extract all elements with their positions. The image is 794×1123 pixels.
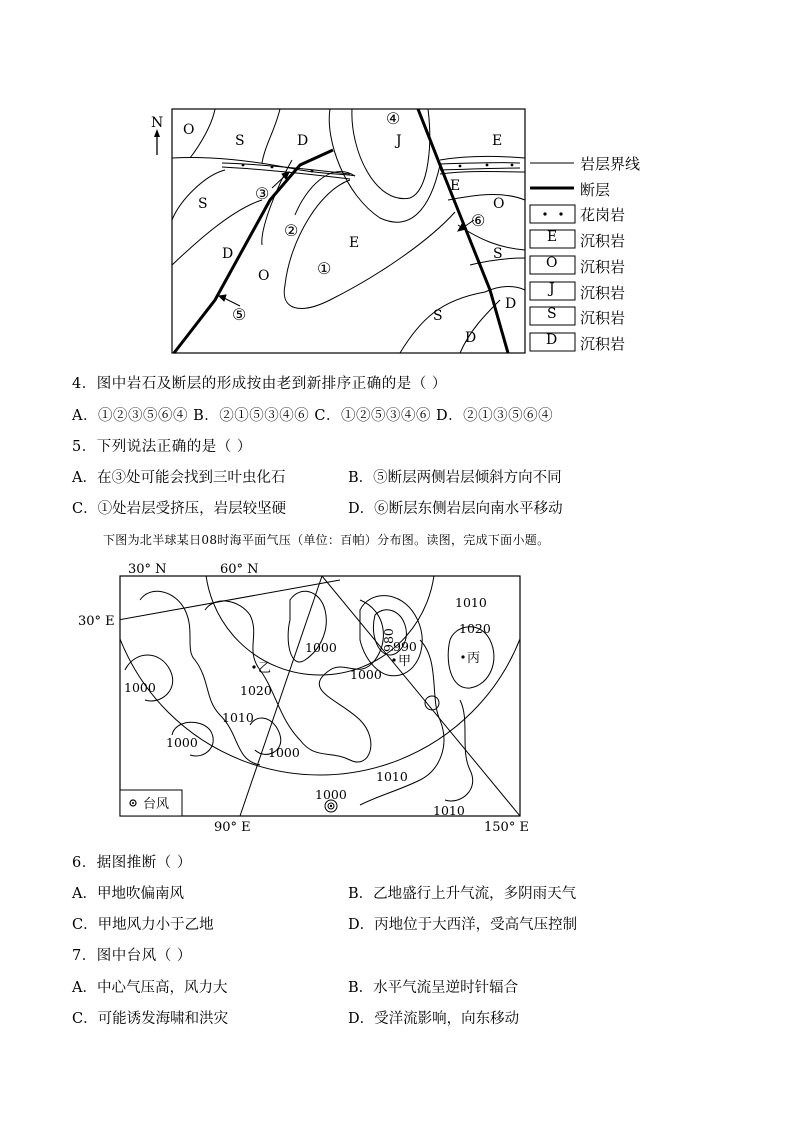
- isobar-label: 1000: [315, 787, 347, 802]
- legend-sym-O: O: [546, 255, 558, 271]
- isobar-label: 980: [381, 628, 396, 652]
- rock-D-3: D: [505, 296, 517, 312]
- question-5-option-b: B．⑤断层两侧岩层倾斜方向不同: [348, 470, 562, 486]
- rock-S-1: S: [235, 133, 245, 149]
- legend-sym-D: D: [546, 332, 558, 348]
- question-5-option-c: C．①处岩层受挤压，岩层较坚硬: [72, 501, 287, 517]
- question-4-stem: 4．图中岩石及断层的形成按由老到新排序正确的是（ ）: [72, 376, 447, 392]
- lat-30n: 30° N: [128, 562, 167, 577]
- rock-D-2: D: [222, 246, 234, 262]
- label-3: ③: [255, 184, 270, 203]
- legend-label-granite: 花岗岩: [580, 206, 626, 224]
- label-4: ④: [386, 109, 401, 128]
- isobar-label: 1010: [376, 769, 408, 784]
- legend-sym-S: S: [547, 306, 557, 322]
- question-7-stem: 7．图中台风（ ）: [72, 948, 192, 964]
- geology-map: [140, 100, 530, 360]
- place-yi: 乙: [258, 661, 272, 676]
- isobar-label: 1010: [222, 710, 254, 725]
- figure-caption: 下图为北半球某日08时海平面气压（单位：百帕）分布图。读图，完成下面小题。: [103, 533, 550, 547]
- rock-E-3: E: [450, 178, 461, 194]
- question-7-option-a: A．中心气压高，风力大: [72, 980, 228, 996]
- question-6-option-b: B．乙地盛行上升气流，多阴雨天气: [348, 886, 577, 902]
- legend-sym-E: E: [547, 229, 558, 245]
- rock-S-3: S: [493, 246, 503, 262]
- legend-label-E: 沉积岩: [580, 232, 626, 250]
- legend-sym-J: J: [549, 281, 555, 297]
- isobar-label: 1000: [350, 667, 382, 682]
- question-7-option-d: D．受洋流影响，向东移动: [348, 1011, 520, 1027]
- question-5-option-a: A．在③处可能会找到三叶虫化石: [72, 470, 286, 486]
- geology-figure: [140, 100, 660, 360]
- rock-E-2: E: [492, 133, 503, 149]
- map-frame: [172, 109, 525, 353]
- north-label: N: [151, 115, 164, 131]
- legend-label-boundary: 岩层界线: [580, 155, 641, 173]
- isobar-label: 1020: [240, 683, 272, 698]
- rock-D-1: D: [297, 133, 309, 149]
- question-6-option-d: D．丙地位于大西洋，受高气压控制: [348, 917, 578, 933]
- legend-label-fault: 断层: [580, 181, 611, 199]
- rock-O-2: O: [258, 268, 270, 284]
- isobar-label: 1010: [455, 595, 487, 610]
- isobar-label: 1000: [268, 745, 300, 760]
- isobar-label: 1000: [166, 735, 198, 750]
- isobar-label: 1020: [459, 621, 491, 636]
- question-5-stem: 5．下列说法正确的是（ ）: [72, 439, 252, 455]
- legend-label-J: 沉积岩: [580, 284, 626, 302]
- place-bing: 丙: [467, 651, 481, 666]
- lon-30e: 30° E: [78, 614, 115, 629]
- place-jia: 甲: [398, 654, 412, 669]
- label-5: ⑤: [232, 305, 247, 324]
- rock-J: J: [396, 133, 402, 149]
- label-6: ⑥: [471, 211, 486, 230]
- legend-label-O: 沉积岩: [580, 258, 626, 276]
- lon-90e: 90° E: [214, 820, 251, 835]
- rock-O-3: O: [493, 196, 505, 212]
- question-6-option-c: C．甲地风力小于乙地: [72, 917, 214, 933]
- question-4-options: A．①②③⑤⑥④ B．②①⑤③④⑥ C．①②⑤③④⑥ D．②①③⑤⑥④: [72, 408, 554, 424]
- legend-label-S: 沉积岩: [580, 309, 626, 327]
- label-1: ①: [317, 259, 332, 278]
- typhoon-legend-label: 台风: [143, 797, 170, 812]
- isobar-label: 990: [393, 639, 417, 654]
- isobar-label: 1000: [124, 680, 156, 695]
- lat-60n: 60° N: [220, 562, 259, 577]
- rock-S-4: S: [433, 308, 443, 324]
- lon-150e: 150° E: [484, 820, 529, 835]
- question-6-stem: 6．据图推断（ ）: [72, 855, 192, 871]
- legend-label-D: 沉积岩: [580, 335, 626, 353]
- isobar-label: 1000: [305, 640, 337, 655]
- isobar-label: 1010: [433, 803, 465, 818]
- question-5-option-d: D．⑥断层东侧岩层向南水平移动: [348, 501, 563, 517]
- granite-band: [222, 163, 520, 179]
- rock-D-4: D: [465, 330, 477, 346]
- fault-5: [174, 150, 333, 353]
- pressure-map: [60, 555, 550, 840]
- question-7-option-b: B．水平气流呈逆时针辐合: [348, 980, 519, 996]
- pressure-map-legend: [120, 790, 182, 816]
- label-2: ②: [284, 221, 299, 240]
- pressure-map-frame: [120, 576, 520, 816]
- rock-E-1: E: [349, 235, 360, 251]
- question-7-option-c: C．可能诱发海啸和洪灾: [72, 1011, 229, 1027]
- question-6-option-a: A．甲地吹偏南风: [72, 886, 184, 902]
- rock-S-2: S: [198, 196, 208, 212]
- rock-O-1: O: [183, 122, 195, 138]
